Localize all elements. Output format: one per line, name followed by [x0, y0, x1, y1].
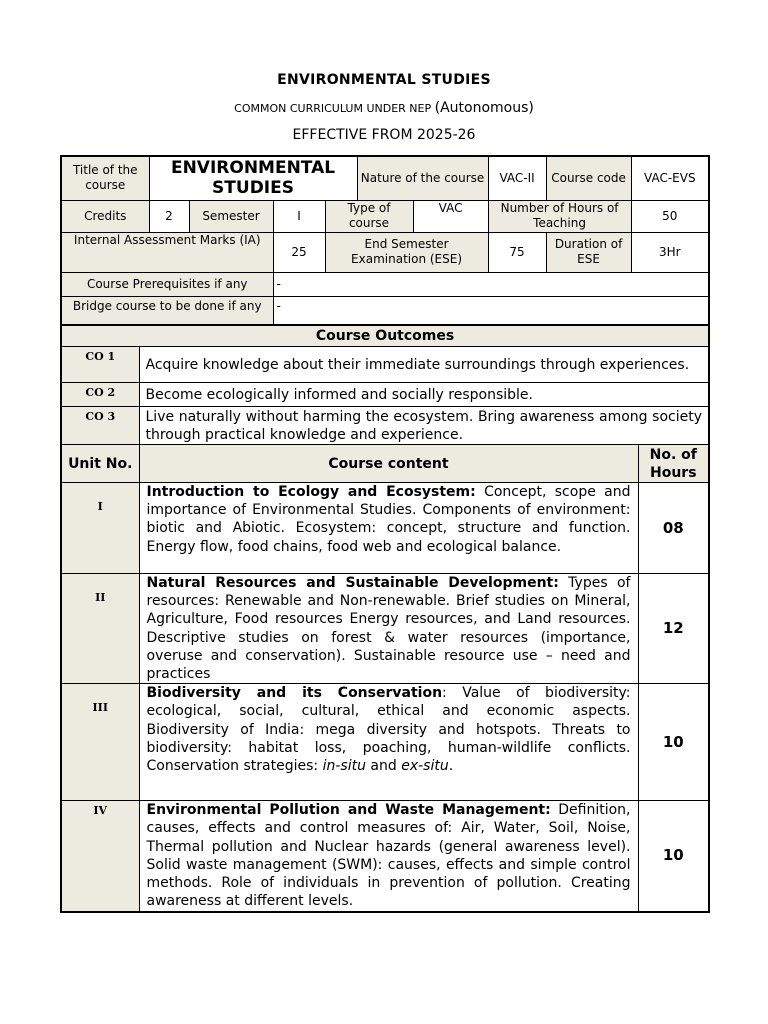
prereq-value: - [273, 272, 709, 296]
unit-italic-term: in-situ [322, 758, 366, 775]
outcome-row [61, 347, 709, 383]
course-outcomes-content-table [60, 324, 710, 913]
unit-row [61, 483, 709, 574]
unit-heading: Introduction to Ecology and Ecosystem: [146, 484, 476, 500]
ia-label: Internal Assessment Marks (IA) [61, 232, 273, 272]
unit-row [61, 801, 709, 912]
effective-year: EFFECTIVE FROM 2025-26 [292, 127, 476, 143]
duration-label: Duration of ESE [546, 232, 631, 272]
subtitle-autonomous: (Autonomous) [434, 100, 534, 116]
credits-label: Credits [61, 200, 149, 232]
unit-content [139, 574, 638, 684]
outcome-row [61, 407, 709, 445]
outcome-id: CO 3 [61, 407, 139, 445]
outcomes-heading: Course Outcomes [61, 325, 709, 347]
unit-heading: Natural Resources and Sustainable Development: [146, 575, 559, 591]
unit-content [139, 684, 638, 801]
unit-body: Concept, scope and importance of Environmental Studies. Components of environment: biotic and Abiotic. Ecosystem: concept, structure and function. Energy flow, food chains, food web and ecological balance. [146, 484, 631, 555]
outcome-row [61, 383, 709, 407]
unit-content [139, 483, 638, 574]
outcome-text: Acquire knowledge about their immediate surroundings through experiences. [139, 347, 709, 383]
code-value: VAC-EVS [631, 156, 709, 200]
semester-label: Semester [189, 200, 273, 232]
unit-number: IV [61, 801, 139, 912]
course-content-header: Course content [139, 445, 638, 483]
document-title: ENVIRONMENTAL STUDIES [277, 72, 491, 88]
unit-row [61, 574, 709, 684]
semester-value: I [273, 200, 325, 232]
unit-heading: Environmental Pollution and Waste Management: [146, 802, 551, 819]
unit-heading: Biodiversity and its Conservation [146, 685, 443, 702]
unit-body: Types of resources: Renewable and Non-renewable. Brief studies on Mineral, Agriculture, Food resources Energy resources, and Land resources. Descriptive studies on forest & water resources (importance, overuse and conservation). Sustainable resource use – need and practices [146, 575, 631, 683]
course-title: ENVIRONMENTAL STUDIES [149, 156, 357, 200]
outcome-text: Become ecologically informed and socially responsible. [139, 383, 709, 407]
bridge-label: Bridge course to be done if any [61, 296, 273, 325]
hours-value: 50 [631, 200, 709, 232]
code-label: Course code [546, 156, 631, 200]
prereq-label: Course Prerequisites if any [61, 272, 273, 296]
unit-number: III [61, 684, 139, 801]
ia-value: 25 [273, 232, 325, 272]
unit-hours: 10 [638, 684, 709, 801]
unit-hours: 12 [638, 574, 709, 684]
course-details-table [60, 155, 710, 326]
unit-row [61, 684, 709, 801]
duration-value: 3Hr [631, 232, 709, 272]
outcome-id: CO 1 [61, 347, 139, 383]
unit-hours: 10 [638, 801, 709, 912]
nature-value: VAC-II [488, 156, 546, 200]
unit-number: II [61, 574, 139, 684]
hours-label: Number of Hours of Teaching [488, 200, 631, 232]
title-label: Title of the course [61, 156, 149, 200]
type-value: VAC [413, 200, 488, 232]
ese-value: 75 [488, 232, 546, 272]
unit-body: : Value of biodiversity: ecological, social, cultural, ethical and economic aspects. Biodiversity of India: mega diversity and hotspots. Threats to biodiversity: habitat loss, poaching, human-wildlife conflicts. Conservation strategies: [146, 685, 631, 775]
unit-no-header: Unit No. [61, 445, 139, 483]
unit-italic-term: ex-situ [401, 758, 449, 775]
subtitle-curriculum: COMMON CURRICULUM UNDER NEP [234, 102, 432, 115]
unit-content [139, 801, 638, 912]
unit-hours: 08 [638, 483, 709, 574]
ese-label: End Semester Examination (ESE) [325, 232, 488, 272]
hours-header: No. of Hours [638, 445, 709, 483]
type-label: Type of course [325, 200, 413, 232]
nature-label: Nature of the course [357, 156, 488, 200]
document-subtitle [0, 100, 768, 116]
credits-value: 2 [149, 200, 189, 232]
outcome-text: Live naturally without harming the ecosystem. Bring awareness among society through practical knowledge and experience. [139, 407, 709, 445]
unit-body: Definition, causes, effects and control measures of: Air, Water, Soil, Noise, Thermal pollution and Nuclear hazards (general awareness level). Solid waste management (SWM): causes, effects and simple control methods. Role of individuals in prevention of pollution. Creating awareness at different levels. [146, 802, 631, 910]
bridge-value: - [273, 296, 709, 325]
unit-end: . [448, 758, 454, 775]
outcome-id: CO 2 [61, 383, 139, 407]
unit-conjunction: and [365, 758, 402, 775]
unit-number: I [61, 483, 139, 574]
